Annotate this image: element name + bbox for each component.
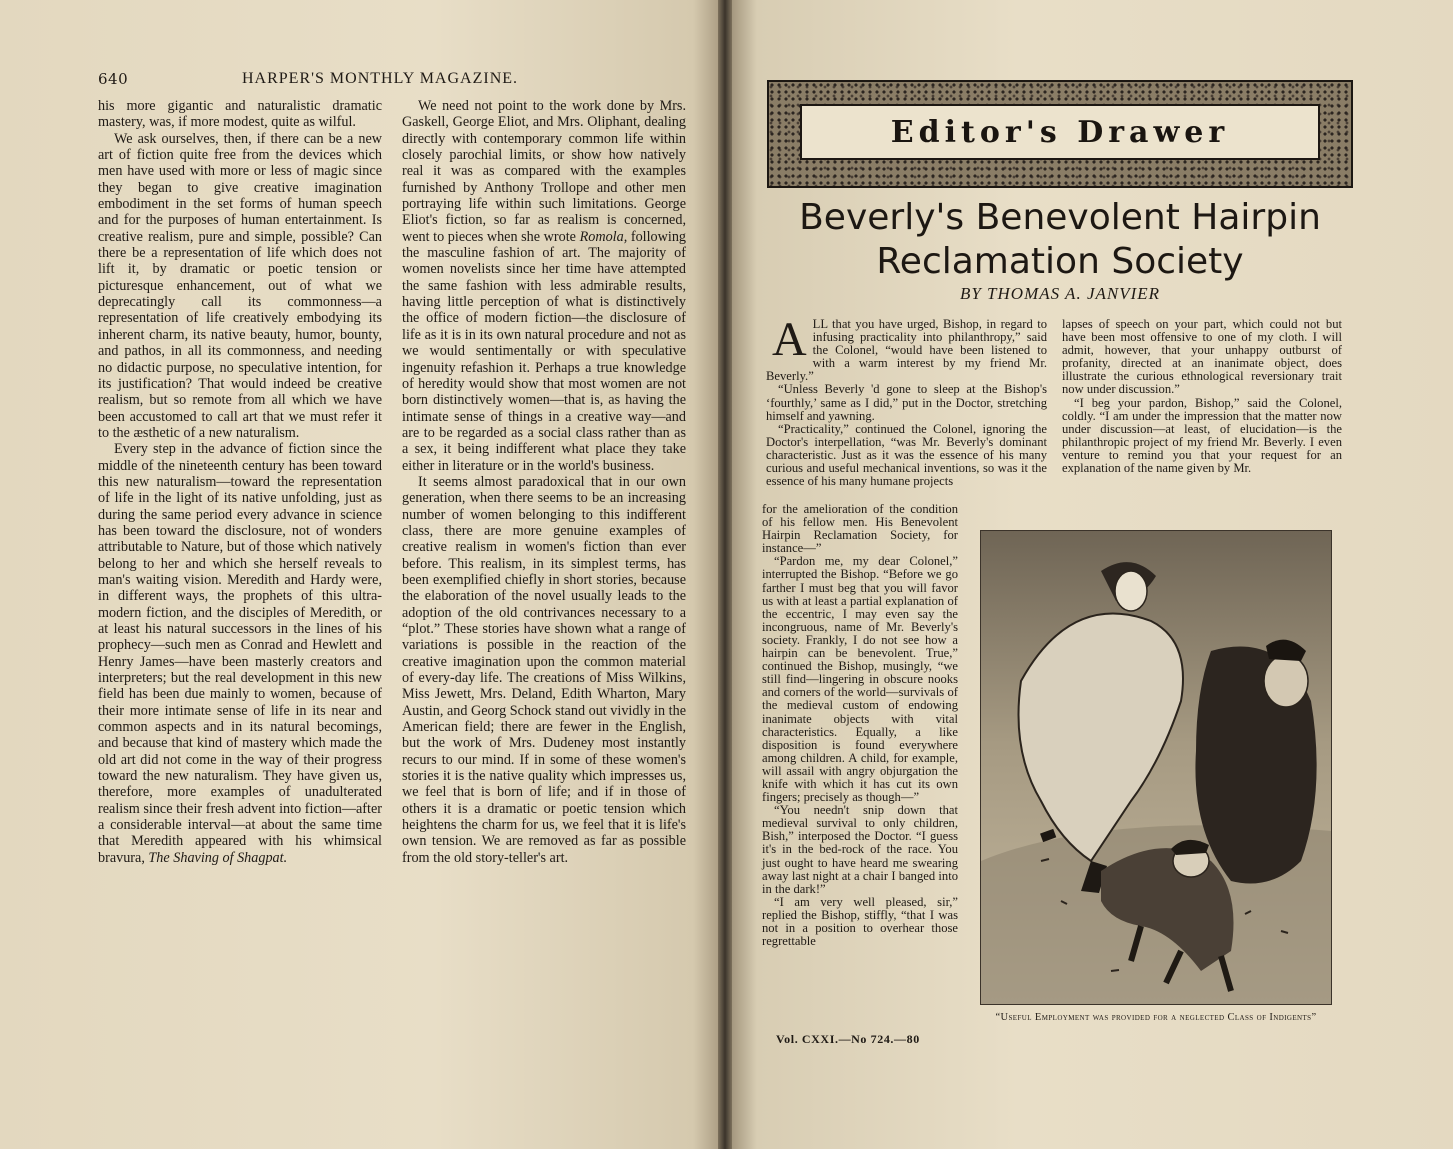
paragraph-text: following the masculine fashion of art. The majority of women novelists since her time have attempted the same fashion with less admirable results, having little perception of what is distinctively the office of modern fiction—the disclosure of life as it is in its own natural procedure and not as we would sentimentally or with speculative ingenuity refashion it. Perhaps a true knowledge of heredity would show that most women are not born distinctively women—that is, as having the intimate sense of things in a creative way—and are to be regarded as a social class rather than as a sex, it being indifferent what place they take either in literature or in the world's business. <box>402 228 687 474</box>
right-column-1-narrow <box>762 503 958 948</box>
paragraph <box>766 313 1047 384</box>
page-number: 640 <box>98 70 129 88</box>
right-column-1-top <box>766 313 1047 489</box>
paragraph: “I am very well pleased, sir,” replied the Bishop, stiffly, “that I was not in a position to overhear those regrettable <box>762 894 958 949</box>
paragraph: “I beg your pardon, Bishop,” said the Colonel, coldly. “I am under the impression that the matter now under discussion—at least, of elucidation—is the philanthropic project of my friend Mr. Beverly. I even venture to remind you that your request for an explanation of the name given by Mr. <box>1062 395 1342 476</box>
paragraph: “Practicality,” continued the Colonel, ignoring the Doctor's interpellation, “was Mr. Beverly's dominant characteristic. Just as it was the essence of his many curious and useful mechanical inventions, so was it the essence of his many humane projects <box>766 421 1047 489</box>
section-banner-title: Editor's Drawer <box>890 114 1230 150</box>
book-title-italic: Romola, <box>579 228 628 245</box>
story-title-line-1: Beverly's Benevolent Hairpin <box>799 197 1321 238</box>
paragraph: for the amelioration of the condition of his fellow men. His Benevolent Hairpin Reclamation Society, for instance—” <box>762 502 958 556</box>
paragraph-text: LL that you have urged, Bishop, in regard to infusing practicality into philanthropy,” said the Colonel, “would have been listened to with a warm interest by my friend Mr. Beverly.” <box>766 317 1047 384</box>
book-title-italic: The Shaving of Shagpat. <box>148 849 288 866</box>
book-gutter <box>718 0 732 1149</box>
paragraph <box>402 98 686 474</box>
left-column-2 <box>402 98 686 866</box>
paragraph: “You needn't snip down that medieval survival to only children, Bish,” interposed the Doctor. “I guess it's in the bed-rock of the race. You just ought to have heard me swearing away last night at a chair I banged into in the dark!” <box>762 803 958 896</box>
story-title <box>790 196 1330 284</box>
paragraph-text: We need not point to the work done by Mrs. Gaskell, George Eliot, and Mrs. Oliphant, dealing directly with contemporary common life within closely parochial limits, or show how natively real it was as compared with the examples furnished by Anthony Trollope and other men portraying life within such limitations. George Eliot's fiction, so far as realism is concerned, went to pieces when she wrote <box>402 98 686 245</box>
story-title-line-2: Reclamation Society <box>876 241 1244 282</box>
paragraph: We ask ourselves, then, if there can be a new art of fiction quite free from the devices which men have used with more or less of magic since they began to give creative imagination embodiment in the set forms of human speech and for the purposes of human entertainment. Is creative realism, pure and simple, possible? Can there be a representation of life which does not lift it, by dramatic or poetic tension or picturesque enhancement, out of what we deprecatingly call its commonness—a representation of life creatively embodying its inherent charm, its native beauty, humor, bounty, and pathos, in all its commonness, and needing no didactic purpose, no speculative intention, for its justification? That would indeed be creative realism, but so remote from all which we have been accustomed to call art that we must refer it to the æsthetic of a new naturalism. <box>98 130 382 441</box>
paragraph-text: Every step in the advance of fiction since the middle of the nineteenth century has been toward this new naturalism—toward the representation of life in the light of its native unfolding, just as during the same period every advance in science has been toward the disclosure, not of wonders attributable to Nature, but of those which natively belong to her and which she herself reveals to man's waiting vision. Meredith and Hardy were, in different ways, the prophets of this ultra-modern fiction, and the disciples of Meredith, or at least his natural successors in the lines of his prophecy—such men as Conrad and Hewlett and Henry James—have been masterly creators and interpreters; but the real development in this new field has been due mainly to women, because of their more intimate sense of life in its near and common aspects and in its natural becomings, and because that kind of mastery which made the old art did not come in the way of their progress toward the new naturalism. They have given us, therefore, more examples of unadulterated realism since their fresh advent into fiction—after a considerable interval—at about the same time that Meredith appeared with his whimsical bravura, <box>98 441 382 866</box>
illustration-caption: “Useful Employment was provided for a neglected Class of Indigents” <box>995 1012 1317 1023</box>
paragraph: “Pardon me, my dear Colonel,” interrupted the Bishop. “Before we go farther I must beg that you will favor us with at least a partial explanation of the eccentric, I may even say the incongruous, name of Mr. Beverly's society. Frankly, I do not see how a hairpin can be benevolent. True,” continued the Bishop, musingly, “we still find—lingering in obscure nooks and corners of the world—survivals of the medieval custom of endowing inanimate objects with vital characteristics. Equally, a like disposition is found everywhere among children. A child, for example, will assail with angry objurgation the knife with which it has cut its own fingers; precisely as though—” <box>762 554 958 805</box>
paragraph <box>98 441 382 866</box>
paragraph: lapses of speech on your part, which could not but have been most offensive to one of my cloth. I will admit, however, that your unhappy outburst of profanity, directed at an inanimate object, does illustrate the curious ethnological reversionary trait now under discussion.” <box>1062 317 1342 397</box>
story-illustration <box>980 530 1332 1005</box>
running-head-title: HARPER'S MONTHLY MAGAZINE. <box>242 70 519 87</box>
byline: BY THOMAS A. JANVIER <box>959 284 1161 303</box>
right-column-2-top <box>1062 318 1342 475</box>
section-banner-panel <box>800 104 1320 160</box>
paragraph: It seems almost paradoxical that in our own generation, when there seems to be an increasing number of women belonging to this indifferent class, there are more genuine examples of creative realism in women's fiction than ever before. This realism, in its simplest terms, has been exemplified chiefly in short stories, because the elaboration of the novel usually leads to the adoption of the old contrivances necessary to a “plot.” These stories have shown what a range of variations is possible in the reaction of the creative imagination upon the common material of every-day life. The creations of Miss Wilkins, Miss Jewett, Mrs. Deland, Edith Wharton, Mary Austin, and Georg Schock stand out vividly in the American field; there are fewer in the English, but the work of Mrs. Dudeney most instantly recurs to our mind. If in some of these women's stories it is the native quality which impresses us, we feel that is born of life; and if in those of others it is a dramatic or poetic tension which heightens the charm for us, we feel that it is life's own tension. We are removed as far as possible from the old story-teller's art. <box>402 473 686 866</box>
drop-cap: A <box>772 313 807 366</box>
volume-line: Vol. CXXI.—No 724.—80 <box>776 1032 920 1046</box>
illustration-drawing <box>981 531 1331 1004</box>
paragraph: his more gigantic and naturalistic dramatic mastery, was, if more modest, quite as wilful. <box>98 98 382 131</box>
paragraph: “Unless Beverly 'd gone to sleep at the Bishop's ‘fourthly,’ same as I did,” put in the Doctor, stretching himself and yawning. <box>766 382 1047 423</box>
left-column-1 <box>98 98 382 866</box>
